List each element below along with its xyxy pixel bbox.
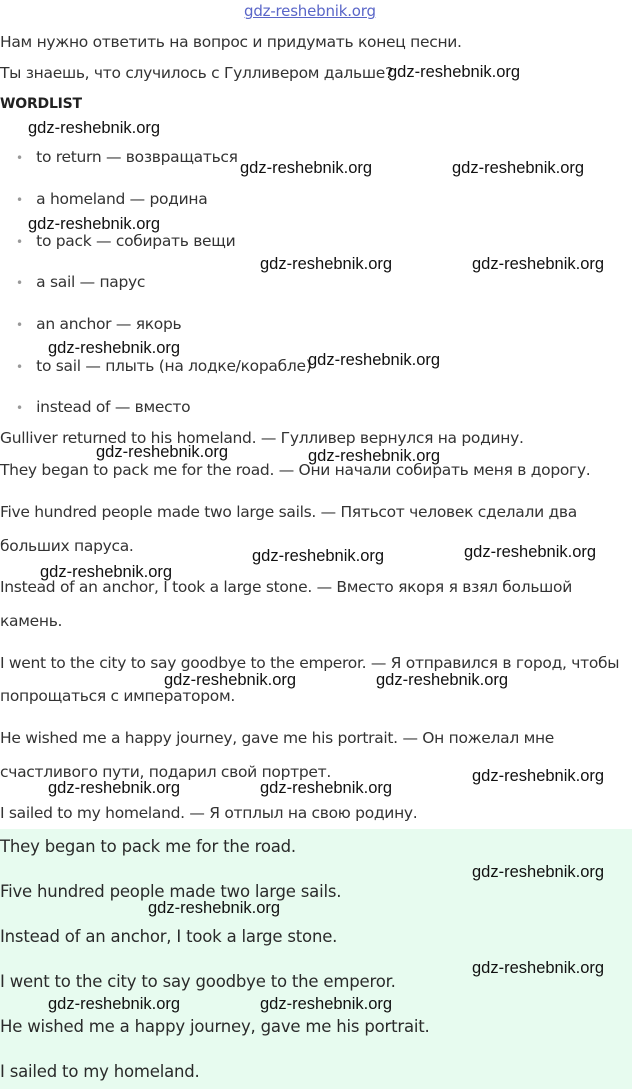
- wordlist-item-text: to return — возвращаться: [36, 148, 238, 166]
- bullet-icon: •: [16, 318, 24, 332]
- bullet-icon: •: [16, 151, 24, 165]
- answer-line: He wished me a happy journey, gave me his portrait.: [0, 1017, 430, 1036]
- watermark: gdz-reshebnik.org: [260, 255, 393, 273]
- translation-line: камень.: [0, 612, 63, 630]
- wordlist-item: [16, 356, 311, 375]
- translation-line: I sailed to my homeland. — Я отплыл на свою родину.: [0, 804, 418, 822]
- wordlist-item-text: to sail — плыть (на лодке/корабле): [36, 357, 312, 375]
- wordlist-heading: WORDLIST: [0, 96, 82, 112]
- watermark: gdz-reshebnik.org: [388, 63, 521, 81]
- wordlist-item-text: a homeland — родина: [36, 190, 208, 208]
- bullet-icon: •: [16, 360, 24, 374]
- watermark: gdz-reshebnik.org: [48, 779, 181, 797]
- wordlist-item: [16, 397, 190, 416]
- watermark: gdz-reshebnik.org: [96, 443, 229, 461]
- answer-line: Instead of an anchor, I took a large stone.: [0, 927, 338, 946]
- watermark: gdz-reshebnik.org: [472, 863, 605, 881]
- answer-line: Five hundred people made two large sails.: [0, 882, 342, 901]
- answer-line: They began to pack me for the road.: [0, 837, 296, 856]
- watermark: gdz-reshebnik.org: [148, 899, 281, 917]
- translation-line: Five hundred people made two large sails. — Пятьсот человек сделали два: [0, 503, 577, 521]
- translation-line: He wished me a happy journey, gave me his portrait. — Он пожелал мне: [0, 729, 555, 747]
- translation-line: счастливого пути, подарил свой портрет.: [0, 763, 331, 781]
- translation-line: Instead of an anchor, I took a large stone. — Вместо якоря я взял большой: [0, 578, 572, 596]
- wordlist-item-text: to pack — собирать вещи: [36, 232, 236, 250]
- watermark: gdz-reshebnik.org: [28, 215, 161, 233]
- watermark: gdz-reshebnik.org: [252, 547, 385, 565]
- site-title-link[interactable]: gdz-reshebnik.org: [244, 2, 376, 20]
- watermark: gdz-reshebnik.org: [308, 447, 441, 465]
- watermark: gdz-reshebnik.org: [164, 671, 297, 689]
- translation-line: попрощаться с императором.: [0, 687, 235, 705]
- watermark: gdz-reshebnik.org: [472, 255, 605, 273]
- wordlist-item: [16, 272, 145, 291]
- bullet-icon: •: [16, 401, 24, 415]
- wordlist-item: [16, 147, 238, 166]
- watermark: gdz-reshebnik.org: [40, 563, 173, 581]
- answer-line: I sailed to my homeland.: [0, 1062, 200, 1081]
- watermark: gdz-reshebnik.org: [376, 671, 509, 689]
- translation-line: Gulliver returned to his homeland. — Гулливер вернулся на родину.: [0, 429, 524, 447]
- bullet-icon: •: [16, 235, 24, 249]
- watermark: gdz-reshebnik.org: [452, 159, 585, 177]
- intro-line-2: Ты знаешь, что случилось с Гулливером дальше?: [0, 64, 393, 82]
- watermark: gdz-reshebnik.org: [28, 119, 161, 137]
- translation-line: I went to the city to say goodbye to the emperor. — Я отправился в город, чтобы: [0, 654, 620, 672]
- bullet-icon: •: [16, 193, 24, 207]
- translation-line: They began to pack me for the road. — Они начали собирать меня в дорогу.: [0, 461, 591, 479]
- intro-line-1: Нам нужно ответить на вопрос и придумать конец песни.: [0, 33, 462, 51]
- wordlist-item: [16, 314, 181, 333]
- wordlist-item-text: instead of — вместо: [36, 398, 191, 416]
- wordlist-item-text: a sail — парус: [36, 273, 146, 291]
- wordlist-item-text: an anchor — якорь: [36, 315, 182, 333]
- bullet-icon: •: [16, 276, 24, 290]
- watermark: gdz-reshebnik.org: [472, 959, 605, 977]
- watermark: gdz-reshebnik.org: [472, 767, 605, 785]
- watermark: gdz-reshebnik.org: [48, 339, 181, 357]
- watermark: gdz-reshebnik.org: [464, 543, 597, 561]
- watermark: gdz-reshebnik.org: [240, 159, 373, 177]
- watermark: gdz-reshebnik.org: [260, 779, 393, 797]
- watermark: gdz-reshebnik.org: [48, 995, 181, 1013]
- wordlist-item: [16, 189, 207, 208]
- watermark: gdz-reshebnik.org: [308, 351, 441, 369]
- watermark: gdz-reshebnik.org: [260, 995, 393, 1013]
- translation-line: больших паруса.: [0, 537, 134, 555]
- answer-line: I went to the city to say goodbye to the emperor.: [0, 972, 396, 991]
